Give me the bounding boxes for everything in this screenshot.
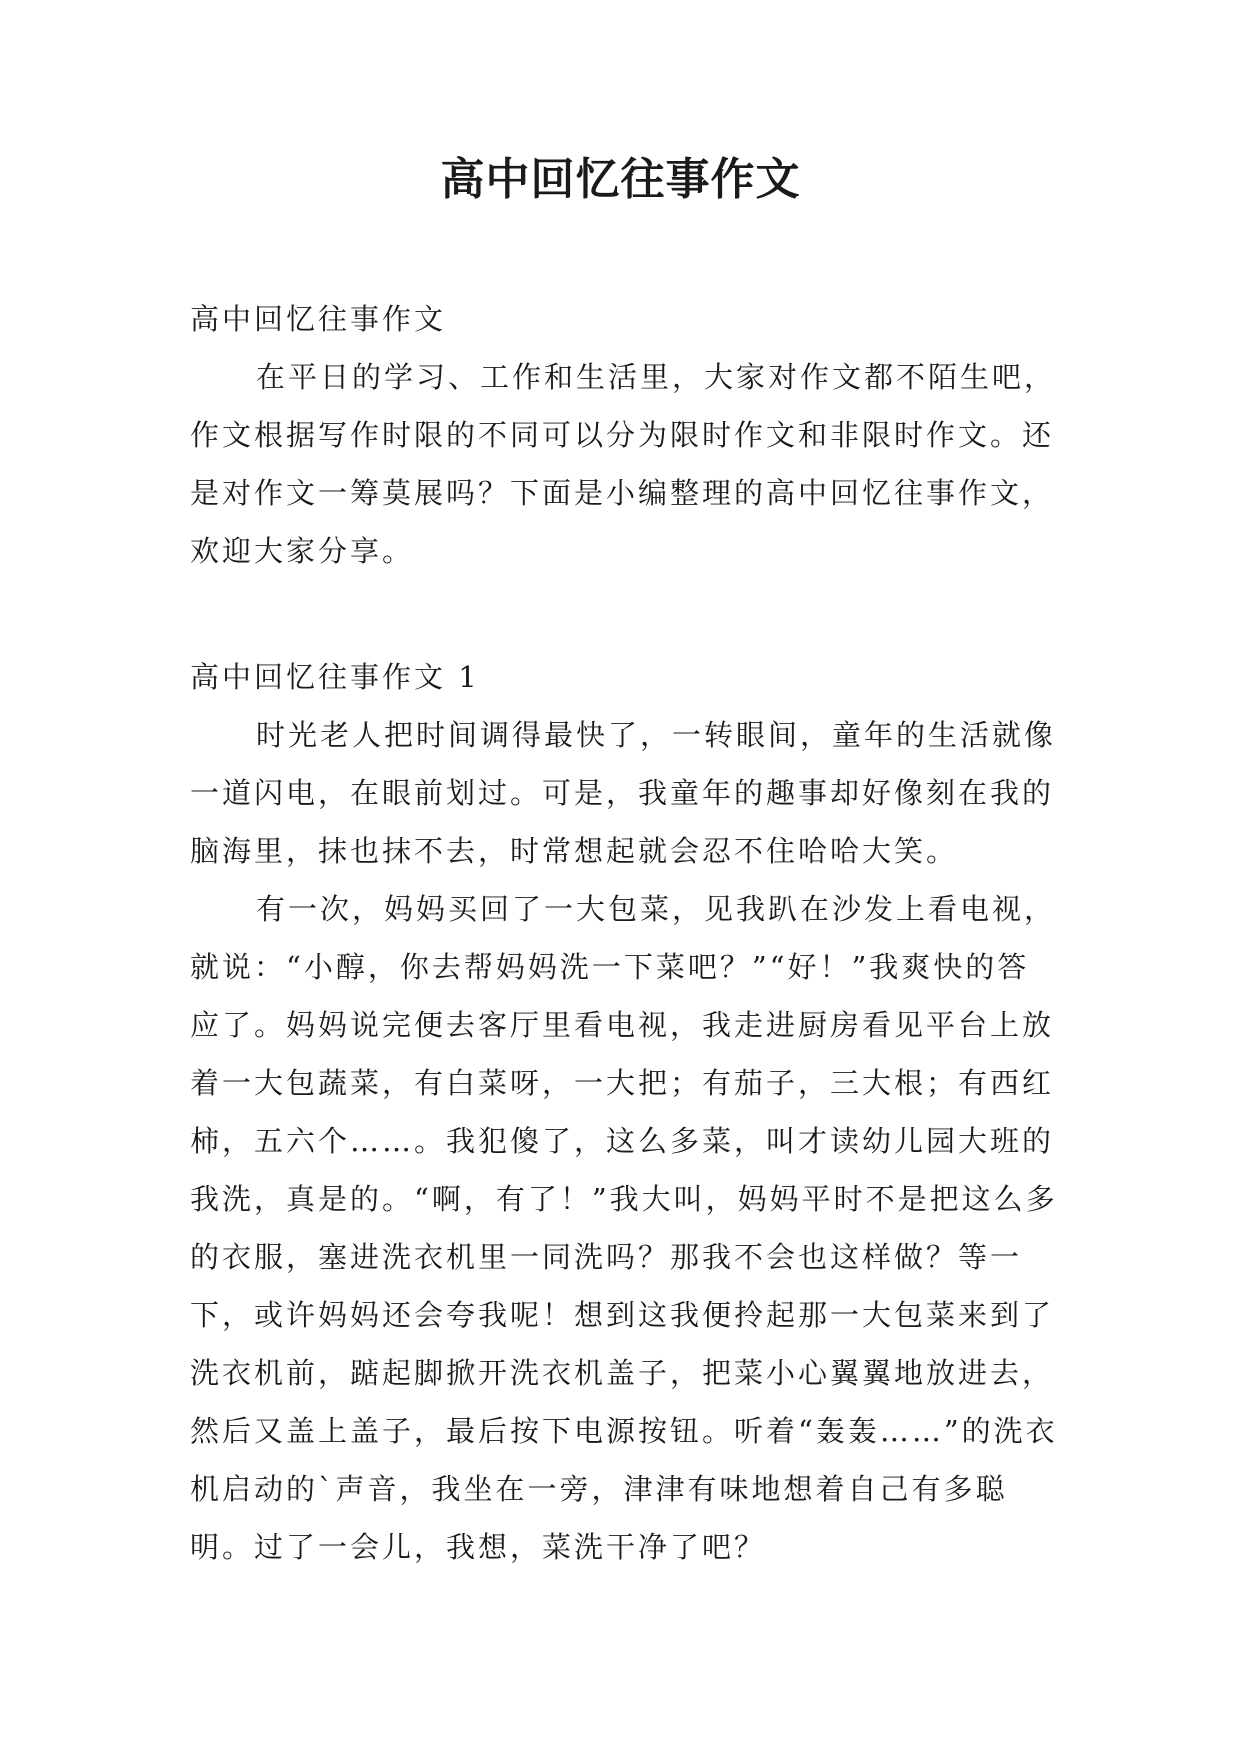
intro-paragraph: 在平日的学习、工作和生活里，大家对作文都不陌生吧，作文根据写作时限的不同可以分为限时作文和非限时作文。还是对作文一筹莫展吗？下面是小编整理的高中回忆往事作文，欢迎大家分享。 [190,360,1057,568]
document-title: 高中回忆往事作文 [440,154,801,205]
section-heading: 高中回忆往事作文 1 [190,660,480,694]
section-paragraph-1: 时光老人把时间调得最快了，一转眼间，童年的生活就像一道闪电，在眼前划过。可是，我童年的趣事却好像刻在我的脑海里，抹也抹不去，时常想起就会忍不住哈哈大笑。 [190,718,1057,868]
intro-heading: 高中回忆往事作文 [190,302,447,336]
section-paragraph-2: 有一次，妈妈买回了一大包菜，见我趴在沙发上看电视，就说：“小醇，你去帮妈妈洗一下菜吧？”“好！”我爽快的答应了。妈妈说完便去客厅里看电视，我走进厨房看见平台上放着一大包蔬菜，有白菜呀，一大把；有茄子，三大根；有西红柿，五六个……。我犯傻了，这么多菜，叫才读幼儿园大班的我洗，真是的。“啊，有了！”我大叫，妈妈平时不是把这么多的衣服，塞进洗衣机里一同洗吗？那我不会也这样做？等一下，或许妈妈还会夸我呢！想到这我便拎起那一大包菜来到了洗衣机前，踮起脚掀开洗衣机盖子，把菜小心翼翼地放进去，然后又盖上盖子，最后按下电源按钮。听着“轰轰……”的洗衣机启动的`声音，我坐在一旁，津津有味地想着自己有多聪明。过了一会儿，我想，菜洗干净了吧？ [190,892,1058,1564]
document-body [190,290,1060,1576]
section-spacer [190,580,1060,648]
